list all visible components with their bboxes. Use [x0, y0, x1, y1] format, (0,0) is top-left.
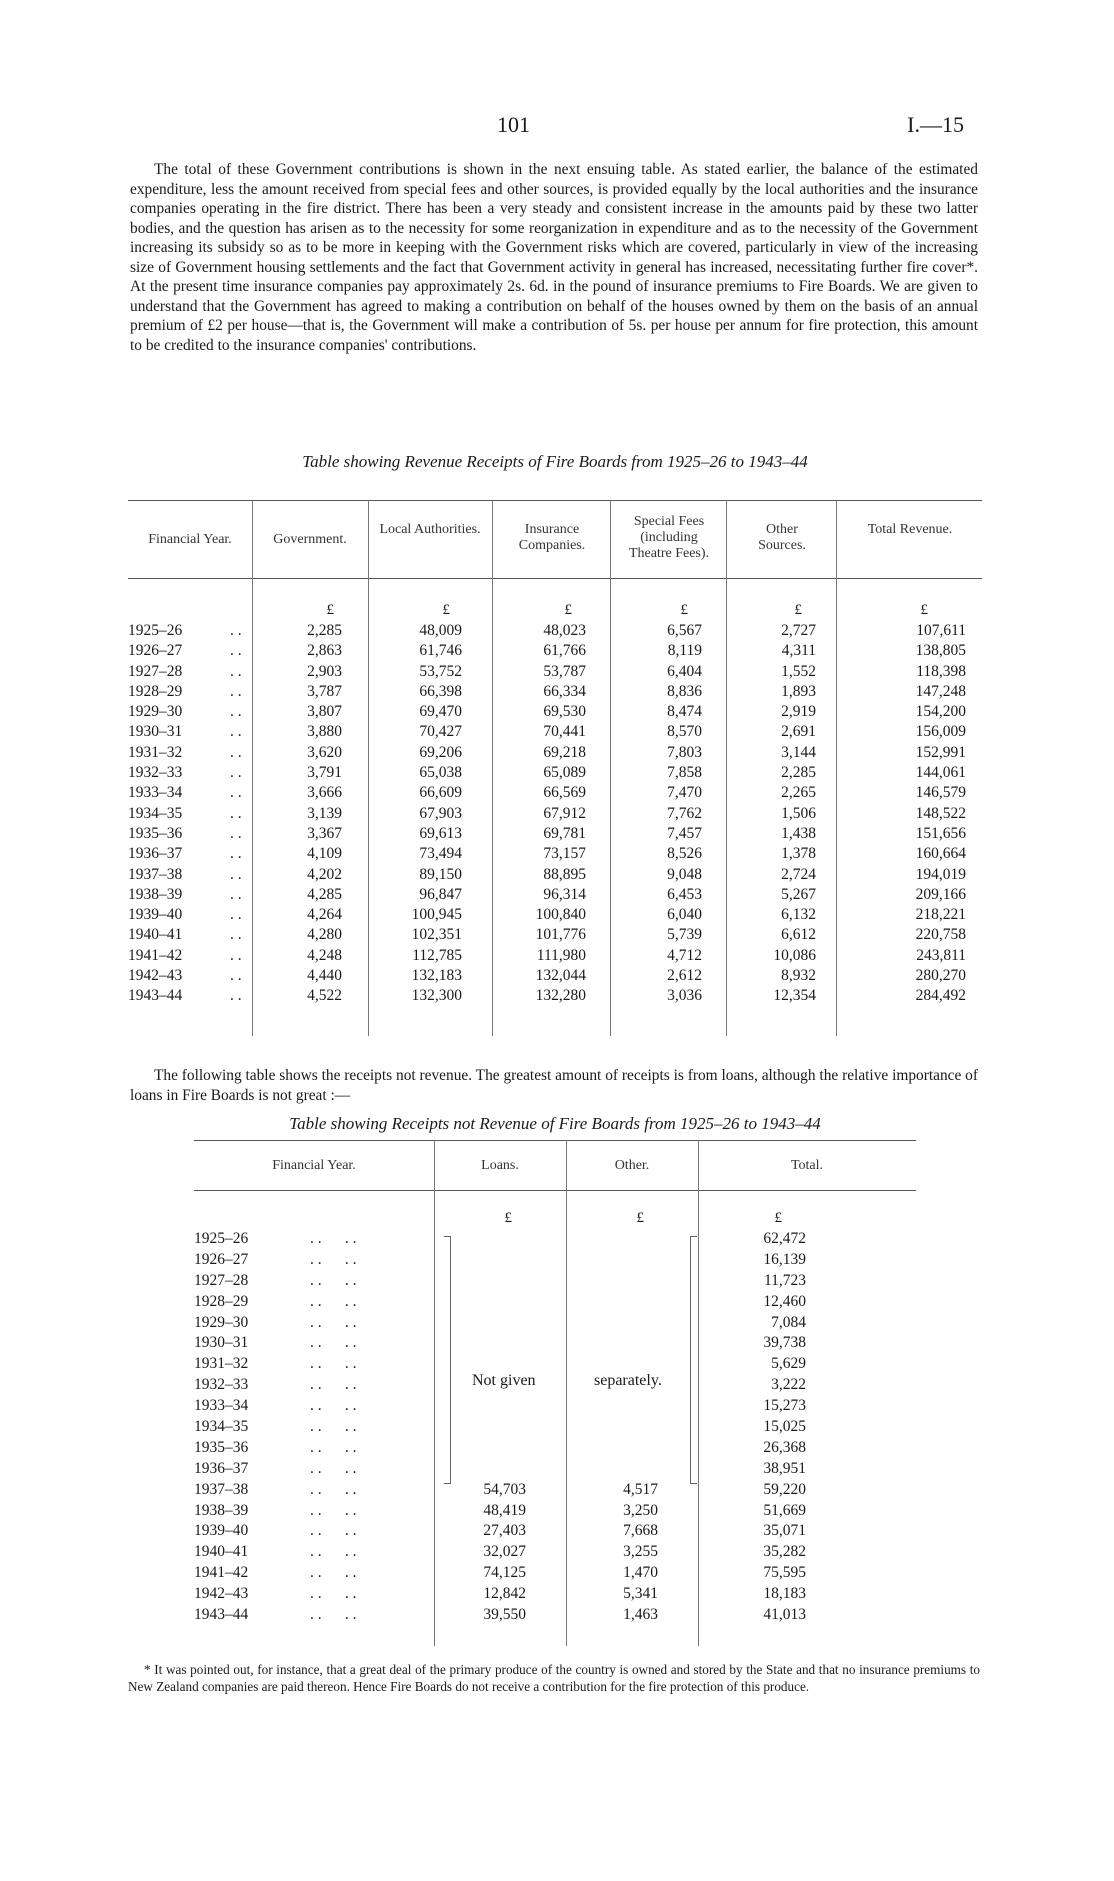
cell-total: 15,025 — [763, 1418, 806, 1436]
cell-insurance: 132,044 — [535, 967, 586, 985]
cell-local: 102,351 — [411, 926, 462, 944]
cell-other: 5,341 — [623, 1585, 658, 1603]
cell-insurance: 100,840 — [535, 906, 586, 924]
table-row — [194, 1334, 916, 1355]
cell-year: 1926–27 — [194, 1250, 249, 1268]
table-row — [128, 703, 982, 723]
cell-total: 209,166 — [915, 885, 966, 903]
cell-other: 2,265 — [781, 784, 816, 802]
table-row — [194, 1606, 916, 1627]
leader-dots: . . — [230, 845, 242, 863]
cell-insurance: 101,776 — [535, 926, 586, 944]
cell-other: 3,255 — [623, 1543, 658, 1561]
unit-total: £ — [920, 602, 928, 618]
cell-total: 59,220 — [763, 1480, 806, 1498]
cell-year: 1933–34 — [194, 1397, 249, 1415]
cell-total: 280,270 — [915, 967, 966, 985]
table-row — [128, 683, 982, 703]
cell-special: 8,474 — [667, 703, 702, 721]
cell-total: 39,738 — [763, 1334, 806, 1352]
cell-year: 1933–34 — [128, 784, 183, 802]
leader-dots: . . . . — [310, 1418, 357, 1436]
cell-insurance: 88,895 — [543, 865, 586, 883]
cell-other: 2,919 — [781, 703, 816, 721]
cell-local: 67,903 — [419, 804, 462, 822]
leader-dots: . . — [230, 784, 242, 802]
table-row — [128, 947, 982, 967]
cell-other: 8,932 — [781, 967, 816, 985]
leader-dots: . . . . — [310, 1397, 357, 1415]
table-row — [194, 1397, 916, 1418]
leader-dots: . . . . — [310, 1585, 357, 1603]
cell-year: 1928–29 — [128, 682, 183, 700]
unit-government: £ — [326, 602, 334, 618]
header-financial-year: Financial Year. — [148, 532, 232, 547]
cell-local: 70,427 — [419, 723, 462, 741]
cell-insurance: 69,530 — [543, 703, 586, 721]
table-row — [194, 1522, 916, 1543]
table-row — [128, 642, 982, 662]
cell-total: 138,805 — [915, 642, 966, 660]
leader-dots: . . . . — [310, 1334, 357, 1352]
table-row — [128, 845, 982, 865]
table-row — [128, 926, 982, 946]
cell-local: 132,300 — [411, 987, 462, 1005]
cell-other: 1,506 — [781, 804, 816, 822]
table-row — [194, 1251, 916, 1272]
leader-dots: . . . . — [310, 1459, 357, 1477]
cell-other: 12,354 — [773, 987, 816, 1005]
table-row — [128, 886, 982, 906]
table-row — [194, 1376, 916, 1397]
cell-insurance: 67,912 — [543, 804, 586, 822]
leader-dots: . . — [230, 865, 242, 883]
document-reference: I.—15 — [907, 112, 964, 137]
cell-total: 220,758 — [915, 926, 966, 944]
cell-total: 7,084 — [771, 1313, 806, 1331]
leader-dots: . . . . — [310, 1501, 357, 1519]
cell-year: 1938–39 — [194, 1501, 249, 1519]
table-row — [194, 1314, 916, 1335]
table-row — [194, 1543, 916, 1564]
cell-other: 6,612 — [781, 926, 816, 944]
cell-government: 4,109 — [307, 845, 342, 863]
cell-government: 3,666 — [307, 784, 342, 802]
table-row — [128, 744, 982, 764]
cell-loans: 32,027 — [483, 1543, 526, 1561]
cell-special: 4,712 — [667, 946, 702, 964]
cell-year: 1936–37 — [194, 1459, 249, 1477]
cell-insurance: 132,280 — [535, 987, 586, 1005]
cell-insurance: 70,441 — [543, 723, 586, 741]
cell-total: 62,472 — [763, 1230, 806, 1247]
leader-dots: . . — [230, 804, 242, 822]
leader-dots: . . — [230, 967, 242, 985]
leader-dots: . . . . — [310, 1606, 357, 1624]
table-rule — [194, 1140, 916, 1141]
cell-other: 2,691 — [781, 723, 816, 741]
leader-dots: . . . . — [310, 1355, 357, 1373]
cell-insurance: 53,787 — [543, 662, 586, 680]
table-row — [128, 866, 982, 886]
cell-local: 132,183 — [411, 967, 462, 985]
cell-other: 1,552 — [781, 662, 816, 680]
cell-total: 160,664 — [915, 845, 966, 863]
leader-dots: . . — [230, 703, 242, 721]
cell-other: 5,267 — [781, 885, 816, 903]
unit-other: £ — [636, 1210, 644, 1226]
cell-government: 4,280 — [307, 926, 342, 944]
cell-local: 100,945 — [411, 906, 462, 924]
cell-total: 218,221 — [915, 906, 966, 924]
cell-other: 2,727 — [781, 622, 816, 639]
table-rule — [194, 1190, 916, 1191]
cell-total: 154,200 — [915, 703, 966, 721]
leader-dots: . . — [230, 642, 242, 660]
table-rule — [128, 578, 982, 579]
unit-insurance: £ — [564, 602, 572, 618]
cell-year: 1940–41 — [194, 1543, 249, 1561]
cell-other: 1,893 — [781, 682, 816, 700]
table-row — [128, 723, 982, 743]
unit-loans: £ — [504, 1210, 512, 1226]
cell-other: 4,311 — [781, 642, 816, 660]
table-row — [128, 967, 982, 987]
leader-dots: . . — [230, 743, 242, 761]
cell-other: 1,438 — [781, 824, 816, 842]
revenue-table-body — [128, 622, 982, 1008]
leader-dots: . . — [230, 682, 242, 700]
cell-local: 53,752 — [419, 662, 462, 680]
unit-other: £ — [794, 602, 802, 618]
cell-special: 9,048 — [667, 865, 702, 883]
cell-special: 8,526 — [667, 845, 702, 863]
page-number: 101 — [497, 112, 530, 137]
cell-year: 1932–33 — [194, 1376, 249, 1394]
cell-insurance: 65,089 — [543, 764, 586, 782]
cell-year: 1936–37 — [128, 845, 183, 863]
header-government: Government. — [273, 532, 347, 547]
leader-dots: . . . . — [310, 1480, 357, 1498]
leader-dots: . . — [230, 946, 242, 964]
cell-government: 3,139 — [307, 804, 342, 822]
cell-insurance: 96,314 — [543, 885, 586, 903]
header-insurance-companies: Insurance Companies. — [518, 522, 586, 553]
header-total-revenue: Total Revenue. — [867, 522, 953, 537]
cell-insurance: 61,766 — [543, 642, 586, 660]
cell-year: 1929–30 — [128, 703, 183, 721]
table-row — [194, 1355, 916, 1376]
cell-government: 3,880 — [307, 723, 342, 741]
table-row — [194, 1481, 916, 1502]
cell-local: 69,470 — [419, 703, 462, 721]
cell-local: 66,609 — [419, 784, 462, 802]
cell-local: 69,206 — [419, 743, 462, 761]
cell-year: 1935–36 — [128, 824, 183, 842]
unit-local: £ — [442, 602, 450, 618]
cell-year: 1938–39 — [128, 885, 183, 903]
cell-government: 3,791 — [307, 764, 342, 782]
cell-year: 1935–36 — [194, 1438, 249, 1456]
cell-insurance: 66,334 — [543, 682, 586, 700]
cell-local: 48,009 — [419, 622, 462, 639]
cell-loans: 54,703 — [483, 1480, 526, 1498]
cell-total: 152,991 — [915, 743, 966, 761]
cell-year: 1937–38 — [128, 865, 183, 883]
cell-special: 7,762 — [667, 804, 702, 822]
cell-government: 3,807 — [307, 703, 342, 721]
cell-total: 151,656 — [915, 824, 966, 842]
cell-special: 7,858 — [667, 764, 702, 782]
footnote: * It was pointed out, for instance, that a great deal of the primary produce of the country is owned and stored by the State and that no insurance premiums to New Zealand companies are paid thereon. Hence Fire Boards do not receive a contribution for the fire protection of this produce. — [128, 1662, 980, 1694]
cell-local: 66,398 — [419, 682, 462, 700]
leader-dots: . . . . — [310, 1292, 357, 1310]
cell-government: 2,903 — [307, 662, 342, 680]
cell-government: 3,787 — [307, 682, 342, 700]
cell-total: 35,071 — [763, 1522, 806, 1540]
cell-year: 1927–28 — [194, 1271, 249, 1289]
header-other: Other. — [614, 1158, 650, 1173]
cell-loans: 74,125 — [483, 1564, 526, 1582]
cell-local: 73,494 — [419, 845, 462, 863]
cell-year: 1928–29 — [194, 1292, 249, 1310]
cell-local: 69,613 — [419, 824, 462, 842]
cell-year: 1943–44 — [128, 987, 183, 1005]
table-row — [194, 1460, 916, 1481]
cell-local: 112,785 — [412, 946, 462, 964]
cell-special: 7,803 — [667, 743, 702, 761]
table-row — [194, 1293, 916, 1314]
cell-total: 144,061 — [915, 764, 966, 782]
header-other-sources: Other Sources. — [758, 522, 806, 553]
cell-year: 1929–30 — [194, 1313, 249, 1331]
cell-total: 243,811 — [916, 946, 966, 964]
cell-special: 7,457 — [667, 824, 702, 842]
not-given-note: Not given — [472, 1372, 536, 1389]
table-row — [128, 784, 982, 804]
leader-dots: . . — [230, 926, 242, 944]
leader-dots: . . — [230, 764, 242, 782]
cell-special: 8,119 — [667, 642, 702, 660]
cell-other: 1,470 — [623, 1564, 658, 1582]
cell-year: 1931–32 — [194, 1355, 249, 1373]
cell-special: 6,453 — [667, 885, 702, 903]
table-row — [194, 1439, 916, 1460]
cell-total: 18,183 — [763, 1585, 806, 1603]
leader-dots: . . — [230, 824, 242, 842]
cell-other: 7,668 — [623, 1522, 658, 1540]
table-row — [194, 1502, 916, 1523]
header-loans: Loans. — [481, 1158, 519, 1173]
receipts-paragraph: The following table shows the receipts not revenue. The greatest amount of receipts is from loans, although the relative importance of loans in Fire Boards is not great :— — [130, 1067, 978, 1104]
cell-total: 3,222 — [771, 1376, 806, 1394]
cell-total: 148,522 — [915, 804, 966, 822]
cell-loans: 27,403 — [483, 1522, 526, 1540]
cell-year: 1943–44 — [194, 1606, 249, 1624]
cell-loans: 39,550 — [483, 1606, 526, 1624]
cell-other: 3,250 — [623, 1501, 658, 1519]
cell-total: 38,951 — [763, 1459, 806, 1477]
cell-other: 6,132 — [781, 906, 816, 924]
cell-total: 41,013 — [763, 1606, 806, 1624]
leader-dots: . . . . — [310, 1313, 357, 1331]
cell-insurance: 48,023 — [543, 622, 586, 639]
cell-total: 156,009 — [915, 723, 966, 741]
cell-loans: 12,842 — [483, 1585, 526, 1603]
cell-total: 146,579 — [915, 784, 966, 802]
leader-dots: . . . . — [310, 1376, 357, 1394]
intro-paragraph: The total of these Government contributions is shown in the next ensuing table. As stated earlier, the balance of the estimated expenditure, less the amount received from special fees and other sources, is provided equally by the local authorities and the insurance companies operating in the fire district. There has been a very steady and consistent increase in the amounts paid by these two latter bodies, and the question has arisen as to the necessity for some reorganization in expenditure and as to the necessity of the Government increasing its subsidy so as to be more in keeping with the Government risks which are covered, particularly in view of the increasing size of Government housing settlements and the fact that Government activity in general has increased, necessitating further fire cover*. At the present time insurance companies pay approximately 2s. 6d. in the pound of insurance premiums to Fire Boards. We are given to understand that the Government has agreed to making a contribution on behalf of the houses owned by them on the basis of an annual premium of £2 per house—that is, the Government will make a contribution of 5s. per house per annum for fire protection, this amount to be credited to the insurance companies' contributions. — [130, 161, 978, 354]
revenue-table — [128, 500, 982, 1040]
cell-year: 1939–40 — [128, 906, 183, 924]
leader-dots: . . — [230, 622, 242, 639]
cell-special: 8,570 — [667, 723, 702, 741]
header-financial-year: Financial Year. — [272, 1158, 356, 1173]
leader-dots: . . — [230, 723, 242, 741]
cell-government: 4,522 — [307, 987, 342, 1005]
cell-total: 5,629 — [771, 1355, 806, 1373]
cell-total: 12,460 — [763, 1292, 806, 1310]
table-row — [128, 987, 982, 1007]
table1-caption: Table showing Revenue Receipts of Fire Boards from 1925–26 to 1943–44 — [302, 452, 808, 471]
table-row — [128, 805, 982, 825]
cell-special: 6,567 — [667, 622, 702, 639]
cell-local: 89,150 — [419, 865, 462, 883]
cell-total: 11,723 — [763, 1271, 806, 1289]
cell-special: 6,040 — [667, 906, 702, 924]
cell-government: 3,620 — [307, 743, 342, 761]
leader-dots: . . — [230, 662, 242, 680]
table-row — [128, 663, 982, 683]
leader-dots: . . — [230, 885, 242, 903]
cell-local: 65,038 — [419, 764, 462, 782]
cell-insurance: 69,218 — [543, 743, 586, 761]
leader-dots: . . . . — [310, 1438, 357, 1456]
cell-government: 3,367 — [307, 824, 342, 842]
table-row — [194, 1230, 916, 1251]
cell-year: 1925–26 — [128, 622, 183, 639]
cell-year: 1930–31 — [128, 723, 183, 741]
table-row — [194, 1272, 916, 1293]
page-header — [0, 112, 1114, 142]
header-local-authorities: Local Authorities. — [379, 522, 481, 537]
cell-insurance: 66,569 — [543, 784, 586, 802]
cell-special: 8,836 — [667, 682, 702, 700]
cell-total: 147,248 — [915, 682, 966, 700]
cell-year: 1941–42 — [194, 1564, 249, 1582]
receipts-table-body — [194, 1230, 916, 1627]
cell-government: 4,440 — [307, 967, 342, 985]
cell-special: 5,739 — [667, 926, 702, 944]
cell-special: 6,404 — [667, 662, 702, 680]
leader-dots: . . . . — [310, 1271, 357, 1289]
header-special-fees: Special Fees (including Theatre Fees). — [628, 514, 710, 561]
cell-year: 1932–33 — [128, 764, 183, 782]
cell-other: 1,378 — [781, 845, 816, 863]
cell-government: 4,248 — [307, 946, 342, 964]
cell-loans: 48,419 — [483, 1501, 526, 1519]
cell-government: 4,264 — [307, 906, 342, 924]
cell-government: 4,202 — [307, 865, 342, 883]
cell-year: 1940–41 — [128, 926, 183, 944]
cell-year: 1939–40 — [194, 1522, 249, 1540]
separately-note: separately. — [594, 1372, 662, 1389]
cell-special: 7,470 — [667, 784, 702, 802]
leader-dots: . . — [230, 987, 242, 1005]
unit-total: £ — [774, 1210, 782, 1226]
cell-year: 1942–43 — [194, 1585, 249, 1603]
cell-year: 1942–43 — [128, 967, 183, 985]
cell-total: 107,611 — [916, 622, 966, 639]
cell-other: 10,086 — [773, 946, 816, 964]
table-row — [128, 825, 982, 845]
table-row — [194, 1585, 916, 1606]
cell-insurance: 69,781 — [543, 824, 586, 842]
cell-year: 1937–38 — [194, 1480, 249, 1498]
cell-government: 2,285 — [307, 622, 342, 639]
cell-total: 15,273 — [763, 1397, 806, 1415]
leader-dots: . . . . — [310, 1250, 357, 1268]
cell-insurance: 111,980 — [536, 946, 586, 964]
cell-other: 4,517 — [623, 1480, 658, 1498]
cell-local: 96,847 — [419, 885, 462, 903]
cell-total: 51,669 — [763, 1501, 806, 1519]
cell-other: 3,144 — [781, 743, 816, 761]
cell-total: 75,595 — [763, 1564, 806, 1582]
cell-year: 1926–27 — [128, 642, 183, 660]
table-rule — [128, 500, 982, 501]
cell-special: 3,036 — [667, 987, 702, 1005]
cell-year: 1927–28 — [128, 662, 183, 680]
unit-special: £ — [680, 602, 688, 618]
table-row — [194, 1418, 916, 1439]
cell-other: 2,285 — [781, 764, 816, 782]
cell-total: 284,492 — [915, 987, 966, 1005]
leader-dots: . . . . — [310, 1522, 357, 1540]
cell-year: 1925–26 — [194, 1230, 249, 1247]
receipts-table — [194, 1140, 916, 1650]
leader-dots: . . . . — [310, 1543, 357, 1561]
leader-dots: . . . . — [310, 1230, 357, 1247]
table-row — [128, 622, 982, 642]
header-total: Total. — [790, 1158, 824, 1173]
cell-government: 2,863 — [307, 642, 342, 660]
cell-insurance: 73,157 — [543, 845, 586, 863]
cell-year: 1934–35 — [128, 804, 183, 822]
cell-local: 61,746 — [419, 642, 462, 660]
cell-total: 118,398 — [916, 662, 966, 680]
cell-year: 1941–42 — [128, 946, 183, 964]
cell-year: 1931–32 — [128, 743, 183, 761]
cell-total: 35,282 — [763, 1543, 806, 1561]
cell-other: 2,724 — [781, 865, 816, 883]
cell-total: 26,368 — [763, 1438, 806, 1456]
table2-caption: Table showing Receipts not Revenue of Fire Boards from 1925–26 to 1943–44 — [289, 1114, 821, 1133]
cell-special: 2,612 — [667, 967, 702, 985]
cell-total: 16,139 — [763, 1250, 806, 1268]
cell-year: 1930–31 — [194, 1334, 249, 1352]
table-row — [194, 1564, 916, 1585]
leader-dots: . . . . — [310, 1564, 357, 1582]
table-row — [128, 764, 982, 784]
leader-dots: . . — [230, 906, 242, 924]
table-row — [128, 906, 982, 926]
cell-other: 1,463 — [623, 1606, 658, 1624]
cell-year: 1934–35 — [194, 1418, 249, 1436]
cell-government: 4,285 — [307, 885, 342, 903]
cell-total: 194,019 — [915, 865, 966, 883]
